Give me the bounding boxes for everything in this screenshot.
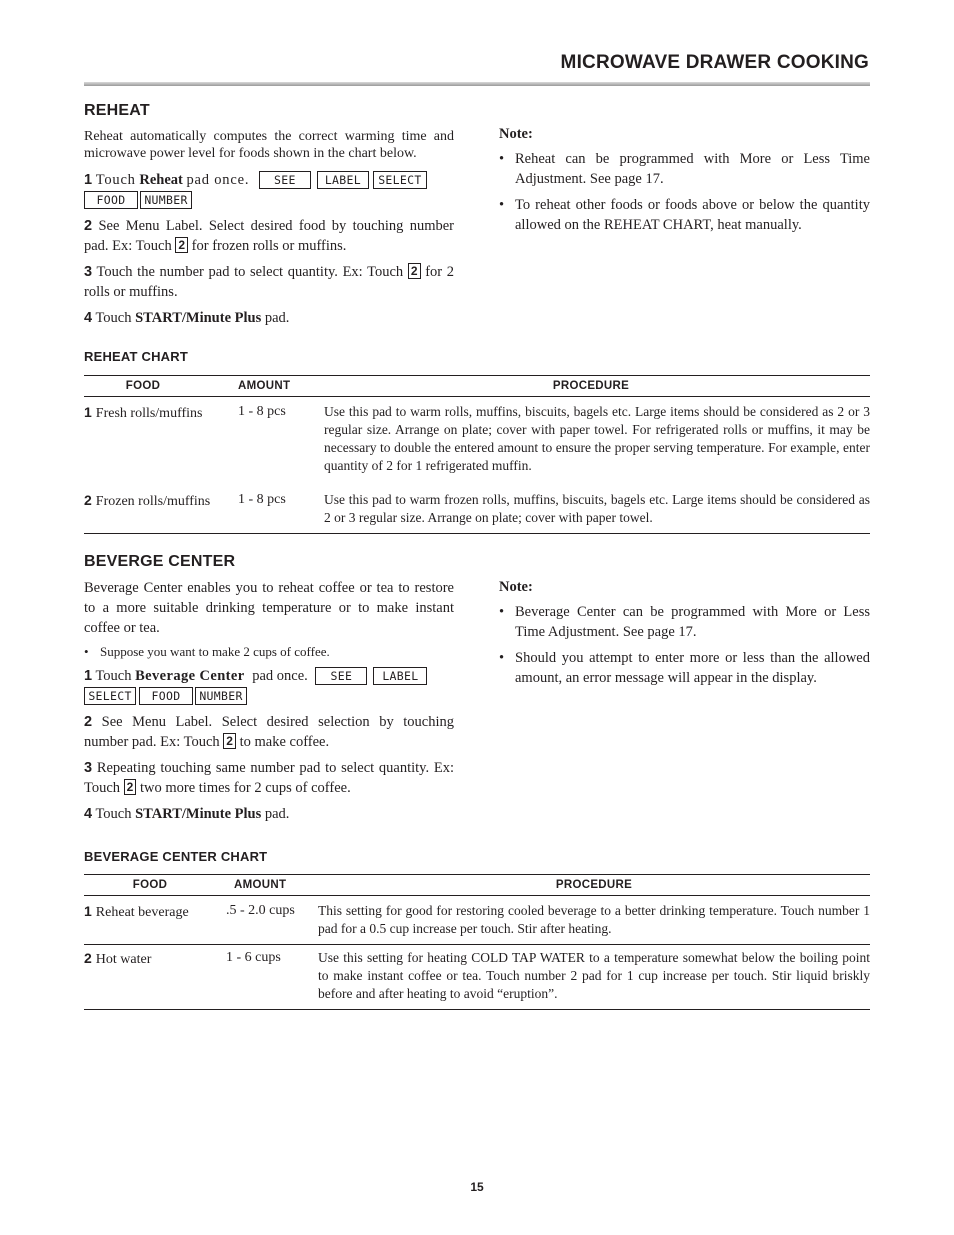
column-header-food: FOOD [84,875,226,896]
note-item: • Should you attempt to enter more or less than the allowed amount, an error message will appear in the display. [499,648,870,688]
amount-cell: .5 - 2.0 cups [226,896,318,945]
column-header-amount: AMOUNT [232,376,312,397]
lcd-food: FOOD [139,687,193,705]
step-text: for 2 rolls or muffins. [84,264,455,300]
number-key-2: 2 [223,733,236,749]
step-number: 1 [84,668,93,684]
lcd-select: SELECT [84,687,136,705]
amount-cell: 1 - 6 cups [226,945,318,1010]
lcd-number: NUMBER [140,191,192,209]
step-number: 3 [84,264,93,280]
step-text: pad. [264,310,290,326]
note-label: Note: [499,579,533,595]
procedure-cell: Use this pad to warm frozen rolls, muffins, biscuits, bagels etc. Large items should be considered as 2 or 3 regular size. Arrange on plate; cover with paper towel. [312,481,870,534]
reheat-intro: Reheat automatically computes the correct warming time and microwave power level for foods shown in the chart below. [84,129,454,161]
table-row [84,397,870,482]
food-name: Frozen rolls/muffins [95,494,211,509]
step-number: 3 [84,760,93,776]
food-name: Fresh rolls/muffins [95,406,203,421]
row-number: 1 [84,903,92,919]
reheat-chart-heading: REHEAT CHART [84,349,188,364]
step-text: Repeating touching same number pad to select quantity. Ex: Touch [84,760,454,796]
note-label: Note: [499,126,533,142]
beverage-chart-heading: BEVERAGE CENTER CHART [84,849,268,864]
header-rule [84,82,870,86]
reheat-notes [499,126,870,241]
beverage-left-column [84,578,454,824]
food-name: Hot water [95,952,152,967]
step-text: two more times for 2 cups of coffee. [139,780,351,796]
step-text: Touch [95,310,132,326]
table-header-row [84,376,870,397]
number-key-2: 2 [124,779,137,795]
start-pad-name: START/Minute Plus [135,806,262,822]
note-item: • Reheat can be programmed with More or Less Time Adjustment. See page 17. [499,149,870,189]
food-cell [84,481,232,534]
beverage-step-4 [84,804,454,824]
reheat-heading: REHEAT [84,102,150,119]
column-header-procedure: PROCEDURE [312,376,870,397]
step-number: 2 [84,714,93,730]
step-text: pad. [264,806,290,822]
beverage-heading: BEVERGE CENTER [84,553,236,570]
bullet: • [84,644,89,659]
example-text: Suppose you want to make 2 cups of coffee. [100,644,330,659]
row-number: 2 [84,492,92,508]
step-text: Touch [95,806,132,822]
number-key-2: 2 [175,237,188,253]
beverage-step-2 [84,712,454,752]
lcd-select: SELECT [373,171,427,189]
column-header-procedure: PROCEDURE [318,875,870,896]
lcd-food: FOOD [84,191,138,209]
food-name: Reheat beverage [95,905,189,920]
amount-cell: 1 - 8 pcs [238,404,286,419]
table-row [84,481,870,534]
lcd-see: SEE [315,667,367,685]
step-text: Touch the number pad to select quantity. Ex: Touch [96,264,404,280]
table-row [84,945,870,1010]
row-number: 1 [84,404,92,420]
reheat-step-2 [84,216,454,256]
beverage-intro: Beverage Center enables you to reheat coffee or tea to restore to a more suitable drinking temperature or to make instant coffee or tea. [84,580,454,636]
note-item: • To reheat other foods or foods above or below the quantity allowed on the REHEAT CHART, heat manually. [499,195,870,235]
lcd-label: LABEL [373,667,427,685]
row-number: 2 [84,950,92,966]
food-cell [84,945,226,1010]
step-text: pad once. [252,668,308,684]
beverage-step-1 [84,666,454,706]
beverage-notes [499,579,870,694]
beverage-pad-name: Beverage Center [135,668,245,684]
food-cell [84,397,232,482]
table-header-row [84,875,870,896]
note-item: • Beverage Center can be programmed with More or Less Time Adjustment. See page 17. [499,602,870,642]
step-text: Touch [95,668,132,684]
start-pad-name: START/Minute Plus [135,310,262,326]
reheat-step-1 [84,170,454,210]
step-text: pad once. [186,172,250,188]
procedure-cell: Use this setting for heating COLD TAP WATER to a temperature somewhat below the boiling point to make instant coffee or tea. Touch number 2 pad for 1 cup increase per touch. Stir liquid briskly before and after heating to avoid “eruption”. [318,945,870,1010]
step-text: See Menu Label. Select desired selection by touching number pad. Ex: Touch [84,714,454,750]
step-number: 4 [84,310,93,326]
column-header-amount: AMOUNT [226,875,318,896]
reheat-step-3 [84,262,454,302]
amount-cell: 1 - 8 pcs [232,481,312,534]
step-text: to make coffee. [239,734,330,750]
column-header-food: FOOD [84,376,232,397]
food-cell [84,896,226,945]
reheat-pad-name: Reheat [139,172,183,188]
step-text: for frozen rolls or muffins. [191,238,347,254]
step-number: 4 [84,806,93,822]
lcd-label: LABEL [317,171,369,189]
number-key-2: 2 [408,263,421,279]
reheat-left-column [84,128,454,328]
lcd-number: NUMBER [195,687,247,705]
step-number: 1 [84,172,93,188]
procedure-cell: This setting for good for restoring cooled beverage to a better drinking temperature. Touch number 1 pad for a 0.5 cup increase per touch. Stir after heating. [318,896,870,945]
step-text: See Menu Label. Select desired food by touching number pad. Ex: Touch [84,218,455,254]
reheat-step-4 [84,308,454,328]
table-row [84,896,870,945]
beverage-chart-table [84,874,870,1010]
step-text: Touch [95,172,136,188]
beverage-example [84,642,454,662]
lcd-see: SEE [259,171,311,189]
page-number: 15 [470,1180,484,1194]
page-title: MICROWAVE DRAWER COOKING [560,52,869,73]
reheat-chart-table [84,375,870,534]
procedure-cell: Use this pad to warm rolls, muffins, biscuits, bagels etc. Large items should be considered as 2 or 3 regular size. Arrange on plate; cover with paper towel. For refrigerated rolls or muffins, it may be necessary to double the entered amount to ensure the proper serving temperature. For example, enter quantity of 2 for 1 refrigerated muffin. [324,404,870,473]
beverage-step-3 [84,758,454,798]
step-number: 2 [84,218,93,234]
